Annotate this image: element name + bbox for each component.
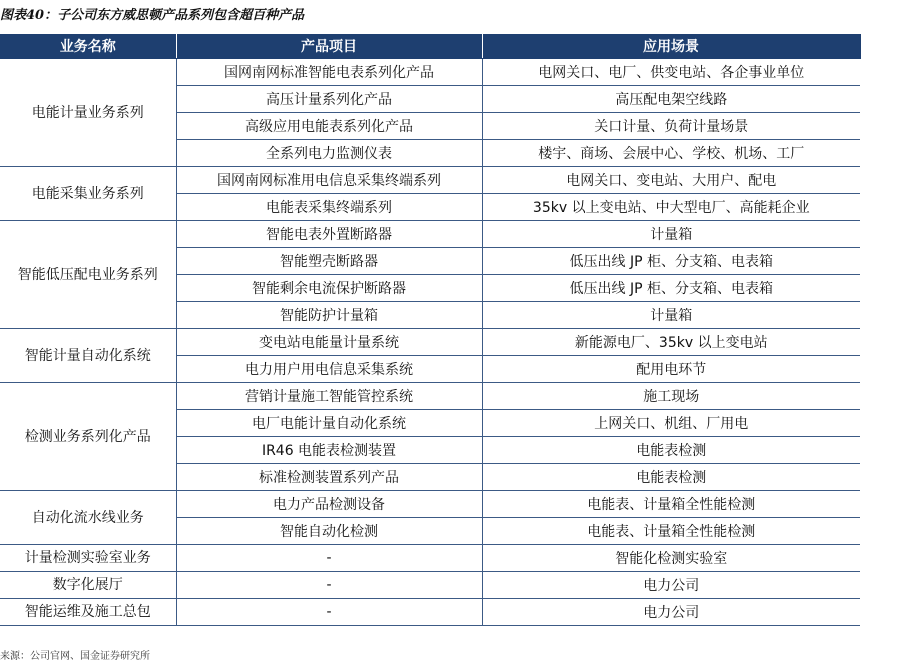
table-row (0, 59, 860, 86)
scene-cell: 电网关口、变电站、大用户、配电 (482, 167, 860, 194)
product-cell: 电力用户用电信息采集系统 (176, 356, 482, 383)
table-row (0, 167, 860, 194)
table-row (0, 599, 860, 626)
product-cell: 智能塑壳断路器 (176, 248, 482, 275)
scene-cell: 电网关口、电厂、供变电站、各企事业单位 (482, 59, 860, 86)
scene-cell: 电能表、计量箱全性能检测 (482, 518, 860, 545)
header-product-item: 产品项目 (176, 34, 482, 59)
product-cell: IR46 电能表检测装置 (176, 437, 482, 464)
business-category-cell: 电能采集业务系列 (0, 167, 176, 221)
business-category-cell: 智能低压配电业务系列 (0, 221, 176, 329)
scene-cell: 关口计量、负荷计量场景 (482, 113, 860, 140)
product-cell: 电能表采集终端系列 (176, 194, 482, 221)
product-cell: 智能防护计量箱 (176, 302, 482, 329)
table-row (0, 329, 860, 356)
business-category-cell: 电能计量业务系列 (0, 59, 176, 167)
scene-cell: 电能表检测 (482, 464, 860, 491)
product-cell: 变电站电能量计量系统 (176, 329, 482, 356)
table-row (0, 572, 860, 599)
product-cell: 智能电表外置断路器 (176, 221, 482, 248)
table-header-row (0, 34, 860, 59)
product-table (0, 34, 861, 626)
table-row (0, 491, 860, 518)
scene-cell: 上网关口、机组、厂用电 (482, 410, 860, 437)
product-cell: 全系列电力监测仪表 (176, 140, 482, 167)
product-cell: 高压计量系列化产品 (176, 86, 482, 113)
business-category-cell: 计量检测实验室业务 (0, 545, 176, 572)
business-category-cell: 数字化展厅 (0, 572, 176, 599)
product-cell: 国网南网标准智能电表系列化产品 (176, 59, 482, 86)
source-note: 来源：公司官网、国金证券研究所 (0, 651, 150, 662)
scene-cell: 低压出线 JP 柜、分支箱、电表箱 (482, 248, 860, 275)
product-cell: - (176, 572, 482, 599)
business-category-cell: 智能运维及施工总包 (0, 599, 176, 626)
scene-cell: 电力公司 (482, 599, 860, 626)
scene-cell: 施工现场 (482, 383, 860, 410)
header-business-name: 业务名称 (0, 34, 176, 59)
scene-cell: 电能表、计量箱全性能检测 (482, 491, 860, 518)
header-application-scene: 应用场景 (482, 34, 860, 59)
scene-cell: 智能化检测实验室 (482, 545, 860, 572)
product-cell: 电力产品检测设备 (176, 491, 482, 518)
product-cell: 国网南网标准用电信息采集终端系列 (176, 167, 482, 194)
scene-cell: 35kv 以上变电站、中大型电厂、高能耗企业 (482, 194, 860, 221)
table-row (0, 221, 860, 248)
scene-cell: 配用电环节 (482, 356, 860, 383)
product-cell: 高级应用电能表系列化产品 (176, 113, 482, 140)
product-cell: 营销计量施工智能管控系统 (176, 383, 482, 410)
scene-cell: 低压出线 JP 柜、分支箱、电表箱 (482, 275, 860, 302)
business-category-cell: 自动化流水线业务 (0, 491, 176, 545)
scene-cell: 新能源电厂、35kv 以上变电站 (482, 329, 860, 356)
product-cell: 标准检测装置系列产品 (176, 464, 482, 491)
product-cell: 智能自动化检测 (176, 518, 482, 545)
scene-cell: 高压配电架空线路 (482, 86, 860, 113)
product-cell: 智能剩余电流保护断路器 (176, 275, 482, 302)
scene-cell: 计量箱 (482, 302, 860, 329)
figure-title: 图表40：子公司东方威思顿产品系列包含超百种产品 (0, 8, 305, 23)
scene-cell: 电力公司 (482, 572, 860, 599)
scene-cell: 电能表检测 (482, 437, 860, 464)
product-cell: - (176, 599, 482, 626)
table-row (0, 383, 860, 410)
business-category-cell: 检测业务系列化产品 (0, 383, 176, 491)
business-category-cell: 智能计量自动化系统 (0, 329, 176, 383)
scene-cell: 楼宇、商场、会展中心、学校、机场、工厂 (482, 140, 860, 167)
scene-cell: 计量箱 (482, 221, 860, 248)
table-row (0, 545, 860, 572)
product-cell: - (176, 545, 482, 572)
product-cell: 电厂电能计量自动化系统 (176, 410, 482, 437)
